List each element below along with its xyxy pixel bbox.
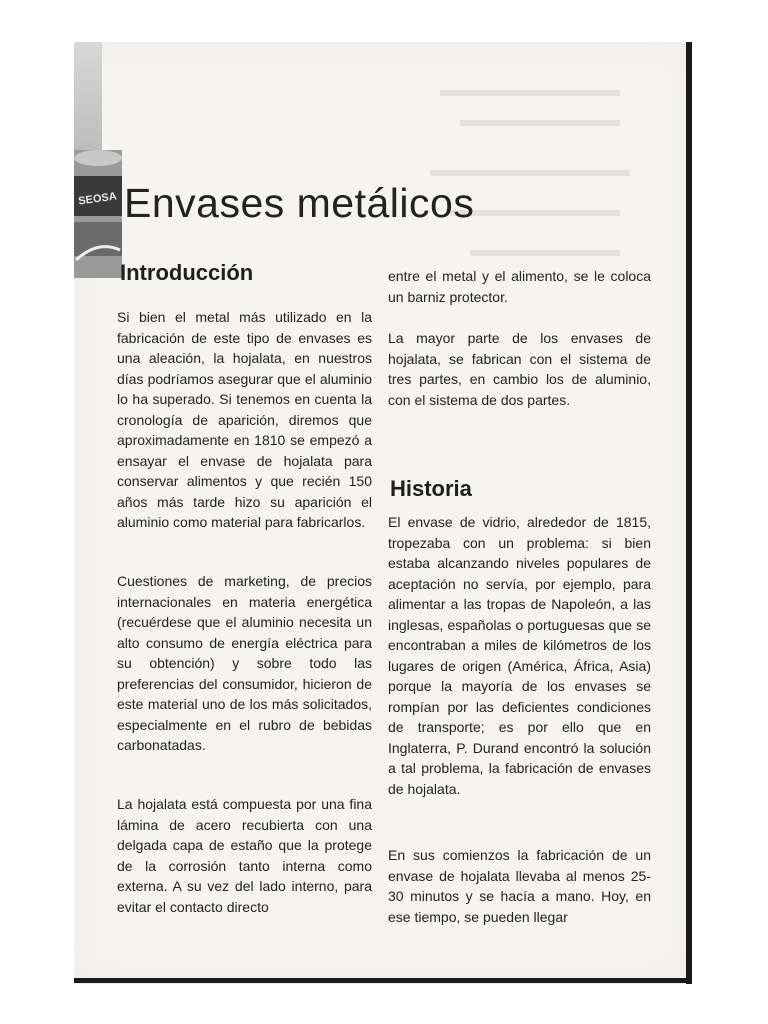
intro-paragraph-4: entre el metal y el alimento, se le coloca un barniz protector. (388, 268, 651, 305)
intro-paragraph-2: Cuestiones de marketing, de precios internacionales en materia energética (recuérdese que el aluminio necesita un alto consumo de energía eléctrica para su obtención) y sobre todo las preferencias del consumidor, hicieron de este material uno de los más solicitados, especialmente en el rubro de bebidas carbonatadas. (117, 573, 372, 753)
can-label: SEOSA (77, 190, 118, 208)
heading-introduccion: Introducción (120, 260, 254, 285)
page-left-strip (74, 42, 102, 152)
historia-paragraph-1: El envase de vidrio, alrededor de 1815, tropezaba con un problema: si bien estaba alcanzando niveles populares de aceptación no servía, por ejemplo, para alimentar a las tropas de Napoleón, a las inglesas, españolas o portuguesas que se encontraban a miles de kilómetros de los lugares de origen (América, África, Asia) porque la mayoría de los envases se rompían por las deficientes condiciones de transporte; es por ello que en Inglaterra, P. Durand encontró la solución a tal problema, la fabricación de envases de hojalata. (388, 514, 651, 797)
intro-paragraph-1: Si bien el metal más utilizado en la fabricación de este tipo de envases es una aleación, la hojalata, en nuestros días podríamos asegurar que el aluminio lo ha superado. Si tenemos en cuenta la cronología de aparición, diremos que aproximadamente en 1810 se empezó a ensayar el envase de hojalata para conservar alimentos y que recién 150 años más tarde hizo su aparición el aluminio como material para fabricarlos. (117, 309, 372, 530)
intro-paragraph-3: La hojalata está compuesta por una fina lámina de acero recubierta con una delgada capa de estaño que la protege de la corrosión tanto interna como externa. A su vez del lado interno, para evitar el contacto directo (117, 796, 372, 915)
page-right-shadow (686, 42, 692, 984)
historia-paragraph-2: En sus comienzos la fabricación de un envase de hojalata llevaba al menos 25-30 minutos y se hacía a mano. Hoy, en ese tiempo, se pueden llegar (388, 847, 651, 925)
can-illustration (74, 150, 122, 278)
document-title: Envases metálicos (124, 180, 475, 226)
page-bottom-shadow (74, 978, 692, 983)
intro-paragraph-5: La mayor parte de los envases de hojalata, se fabrican con el sistema de tres partes, en cambio los de aluminio, con el sistema de dos partes. (388, 330, 651, 408)
heading-historia: Historia (390, 476, 472, 501)
